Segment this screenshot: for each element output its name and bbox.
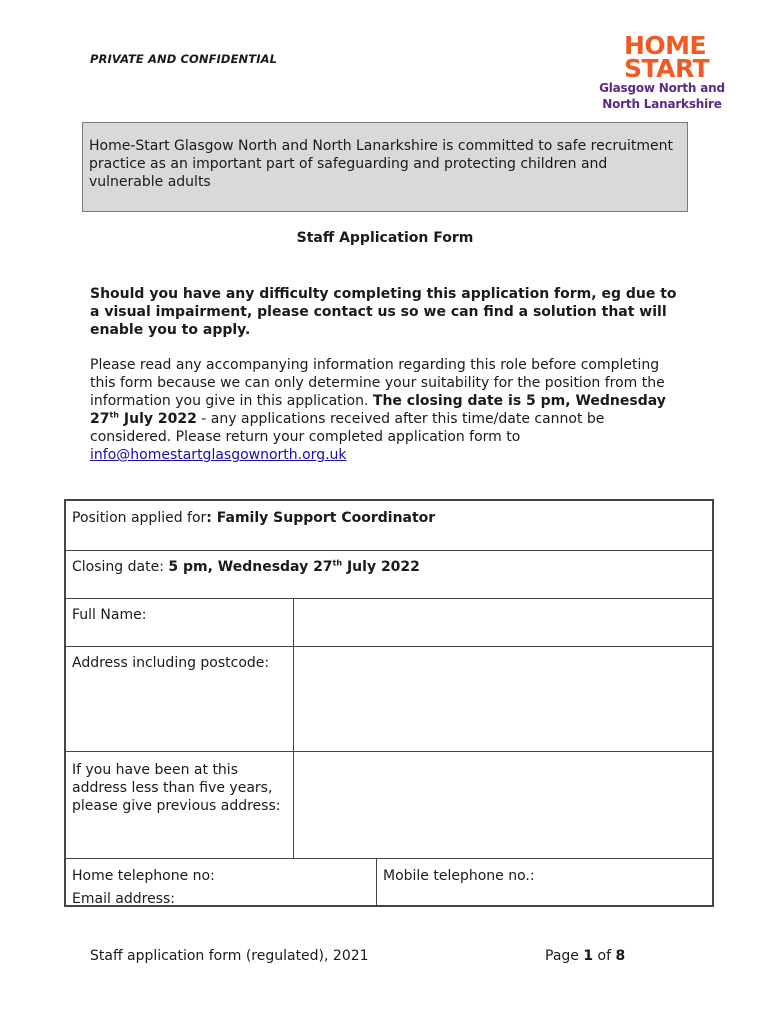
instructions-text-1: Please read any accompanying information regarding this role before completing this form because we can only determine your suitability for the position from the information you give in this application.: [90, 357, 665, 409]
instructions-paragraph: [90, 356, 680, 464]
previous-address-label: If you have been at this address less than five years, please give previous address:: [72, 762, 281, 814]
confidentiality-label: PRIVATE AND CONFIDENTIAL: [90, 52, 278, 66]
logo-subtitle-2: North Lanarkshire: [602, 97, 722, 111]
application-form-table: [64, 499, 714, 907]
instructions-text-2: - any applications received after this time/date cannot be considered. Please return your completed application form to: [90, 411, 605, 445]
closing-value: 5 pm, Wednesday 27th July 2022: [168, 558, 420, 575]
position-label: Position applied for: [72, 510, 207, 526]
footer-form-name: Staff application form (regulated), 2021: [90, 948, 369, 964]
previous-address-input[interactable]: [294, 752, 712, 858]
contact-cell-left[interactable]: [66, 858, 376, 905]
home-telephone-label: Home telephone no:: [72, 868, 215, 884]
closing-label: Closing date:: [72, 559, 169, 575]
logo-subtitle-1: Glasgow North and: [599, 81, 725, 95]
position-value: : Family Support Coordinator: [206, 510, 436, 526]
page-indicator: Page 1 of 8: [545, 948, 626, 964]
logo-line-home: HOME: [624, 31, 707, 60]
closing-date-cell: [66, 550, 712, 598]
form-title: Staff Application Form: [296, 230, 474, 246]
email-link[interactable]: info@homestartglasgownorth.org.uk: [90, 447, 347, 463]
email-address-label: Email address:: [72, 891, 176, 907]
commitment-statement: Home-Start Glasgow North and North Lanarkshire is committed to safe recruitment practice as an important part of safeguarding and protecting children and vulnerable adults: [82, 122, 688, 212]
mobile-telephone-cell[interactable]: [377, 858, 712, 905]
address-input[interactable]: [294, 647, 712, 751]
full-name-label: Full Name:: [72, 607, 147, 623]
mobile-telephone-label: Mobile telephone no.:: [383, 868, 535, 884]
position-applied-cell: [66, 501, 712, 550]
address-label: Address including postcode:: [72, 655, 270, 671]
full-name-input[interactable]: [294, 599, 712, 646]
closing-date-bold: The closing date is 5 pm, Wednesday 27th July 2022: [90, 393, 666, 427]
logo-line-start: START: [624, 54, 710, 83]
accessibility-note: Should you have any difficulty completing this application form, eg due to a visual impairment, please contact us so we can find a solution that will enable you to apply.: [90, 286, 677, 338]
home-start-logo: [596, 31, 728, 126]
